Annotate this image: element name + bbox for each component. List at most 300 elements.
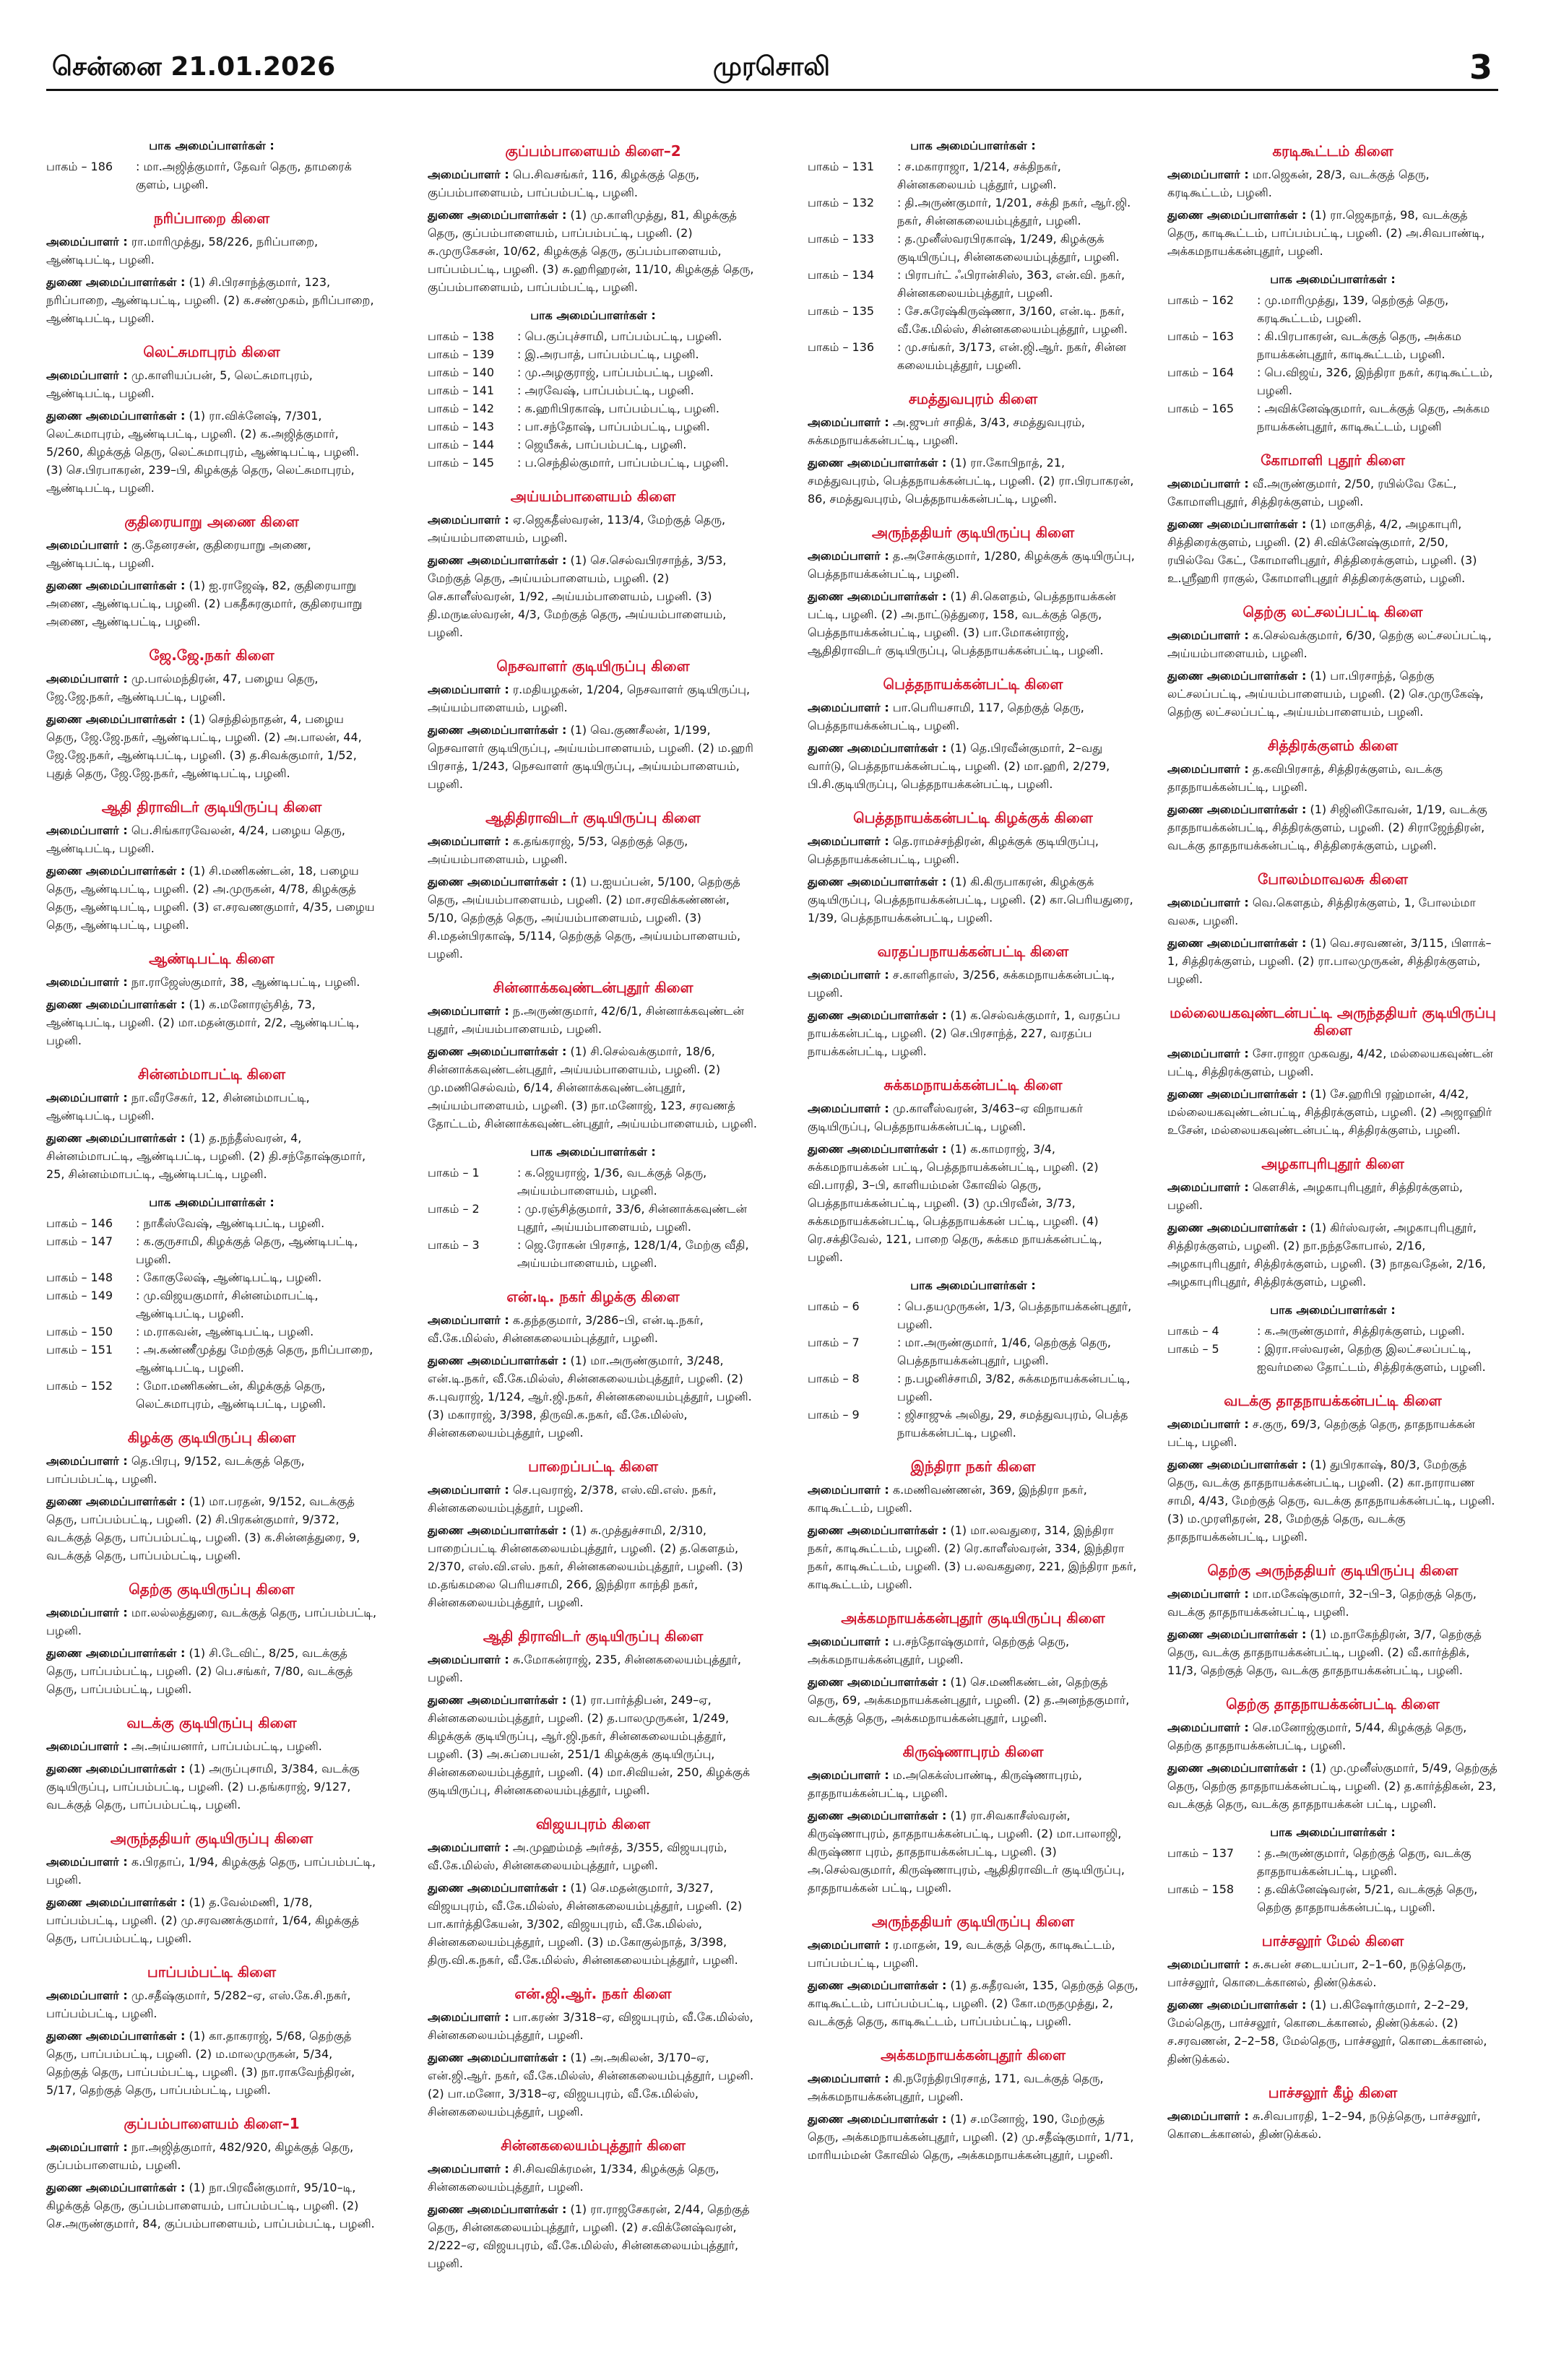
branch-section [428, 1458, 758, 1611]
branch-section [1167, 142, 1498, 436]
organiser-label: அமைப்பாளர் : [1167, 1180, 1249, 1194]
organiser-value: மு.சதீஷ்குமார், 5/282–ஏ, எஸ்.கே.சி.நகர், பாப்பம்பட்டி, பழனி. [46, 1989, 351, 2020]
booth-row [428, 436, 758, 454]
booth-organiser: : இரா.ஈஸ்வரன், தெற்கு இலட்சலப்பட்டி, ஐவர்மலை தோட்டம், சித்திரக்குளம், பழனி. [1257, 1342, 1486, 1374]
deputy-organisers-entry [428, 551, 758, 641]
booth-row [808, 266, 1138, 302]
branch-section [46, 1963, 377, 2099]
booth-organiser: : மா.அஜித்குமார், தேவர் தெரு, தாமரைக் குளம், பழனி. [136, 160, 352, 191]
deputy-organisers-entry [46, 576, 377, 631]
organiser-label: அமைப்பாளர் : [428, 834, 509, 848]
deputy-value: (1) க.மனோரஞ்சித், 73, ஆண்டிபட்டி, பழனி. (2) மா.மதன்குமார், 2/2, ஆண்டிபட்டி, பழனி. [46, 998, 360, 1047]
branch-section [1167, 1004, 1498, 1139]
organiser-entry [428, 511, 758, 547]
booth-number: பாகம் – 162 [1167, 293, 1235, 307]
deputy-value: (1) கிர்ஸ்வரன், அழகாபுரிபுதூர், சித்திரக்குளம், பழனி. (2) நா.நந்தகோபால், 2/16, அழகாபுரிபுதூர், சித்திரக்குளம், பழனி. (3) நாதவதேன், 2/16, அழகாபுரிபுதூர், சித்திரக்குளம், பழனி. [1167, 1221, 1486, 1289]
booth-row [1167, 1844, 1498, 1880]
organiser-entry [46, 973, 377, 991]
deputy-label: துணை அமைப்பாளர்கள் : [46, 1494, 186, 1508]
organiser-entry [1167, 475, 1498, 511]
booth-number: பாகம் – 133 [808, 232, 875, 246]
organiser-value: க.பிரதாப், 1/94, கிழக்குத் தெரு, பாப்பம்பட்டி, பழனி. [46, 1855, 376, 1887]
booth-number: பாகம் – 139 [428, 347, 495, 361]
branch-title: குப்பம்பாளையம் கிளை–1 [124, 2115, 300, 2132]
deputy-value: (1) கா.தாகராஜ், 5/68, தெற்குத் தெரு, பாப்பம்பட்டி, பழனி. (2) ம.மாலமுருகன், 5/34, தெற்குத் தெரு, பாப்பம்பட்டி, பழனி. (3) நா.ராகவேந்திரன், 5/17, தெற்குத் தெரு, பாப்பம்பட்டி, பழனி. [46, 2029, 355, 2097]
organiser-label: அமைப்பாளர் : [1167, 628, 1249, 642]
organiser-value: ச.குரு, 69/3, தெற்குத் தெரு, தாதநாயக்கன் பட்டி, பழனி. [1167, 1417, 1475, 1449]
organiser-value: பா.கரண் 3/318–ஏ, விஜயபுரம், வீ.கே.மில்ஸ், சின்னகலையம்புத்தூர், பழனி. [428, 2010, 753, 2042]
deputy-organisers-entry [1167, 934, 1498, 988]
deputy-value: (1) த.சுதீரவன், 135, தெற்குத் தெரு, காடிகூட்டம், பாப்பம்பட்டி, பழனி. (2) கோ.மருதமுத்து, 2, வடக்குத் தெரு, காடிகூட்டம், பாப்பம்பட்டி, பழனி. [808, 1978, 1138, 2028]
booth-row [428, 454, 758, 472]
organiser-entry [808, 1481, 1138, 1517]
deputy-value: (1) மு.காளிமுத்து, 81, கிழக்குத் தெரு, குப்பம்பாளையம், பாப்பம்பட்டி, பழனி. (2) சு.முருகேசன், 10/62, கிழக்குத் தெரு, குப்பம்பாளையம், பாப்பம்பட்டி, பழனி. (3) சு.ஹரிஹரன், 11/10, கிழக்குத் தெரு, குப்பம்பாளையம், பாப்பம்பட்டி, பழனி. [428, 208, 754, 294]
deputy-organisers-entry [808, 873, 1138, 927]
branch-section [46, 343, 377, 497]
branch-title: பாச்சலூர் கீழ் கிளை [1268, 2084, 1398, 2101]
branch-title: பாச்சலூர் மேல் கிளை [1261, 1932, 1404, 1950]
booth-row [46, 1286, 377, 1323]
booth-organiser: : சே.சுரேஷ்கிருஷ்ணா, 3/160, என்.டி. நகர், வீ.கே.மில்ஸ், சின்னகலையம்புத்தூர், பழனி. [897, 304, 1128, 336]
branch-section [1167, 870, 1498, 988]
deputy-organisers-entry [1167, 667, 1498, 721]
booth-row [808, 1406, 1138, 1442]
organiser-entry [428, 2160, 758, 2196]
booth-number: பாகம் – 140 [428, 365, 495, 379]
deputy-label: துணை அமைப்பாளர்கள் : [428, 2051, 567, 2064]
booth-number: பாகம் – 142 [428, 402, 495, 415]
booth-row [428, 345, 758, 363]
column-1 [46, 126, 377, 2366]
deputy-value: (1) ரா.விக்னேஷ், 7/301, லெட்சுமாபுரம், ஆண்டிபட்டி, பழனி. (2) க.அஜித்குமார், 5/260, கிழக்குத் தெரு, லெட்சுமாபுரம், ஆண்டிபட்டி, பழனி. (3) செ.பிரபாகரன், 239–பி, கிழக்குத் தெரு, லெட்சுமாபுரம், ஆண்டிபட்டி, பழனி. [46, 409, 360, 495]
organiser-entry [808, 698, 1138, 735]
organiser-label: அமைப்பாளர் : [428, 1313, 509, 1327]
organiser-label: அமைப்பாளர் : [428, 2162, 509, 2176]
branch-section [428, 979, 758, 1272]
branch-title: வடக்கு தாதநாயக்கன்பட்டி கிளை [1224, 1392, 1442, 1409]
organiser-entry [46, 1737, 377, 1755]
booth-number: பாகம் – 5 [1167, 1342, 1219, 1356]
branch-section [46, 950, 377, 1050]
booth-row [428, 1236, 758, 1272]
branch-section [46, 1830, 377, 1947]
booth-organiser: : ஜெ.ரோகன் பிரசாத், 128/1/4, மேற்கு வீதி, அய்யம்பாளையம், பழனி. [517, 1238, 749, 1270]
branch-section [46, 646, 377, 782]
organiser-value: தெ.ராமச்சந்திரன், கிழக்குக் குடியிருப்பு, பெத்தநாயக்கன்பட்டி, பழனி. [808, 834, 1099, 866]
header-rule [46, 89, 1498, 91]
booth-organiser: : க.ஜெயராஜ், 1/36, வடக்குத் தெரு, அய்யம்பாளையம், பழனி. [517, 1166, 707, 1198]
deputy-value: (1) க.காமராஜ், 3/4, சுக்கமநாயக்கன் பட்டி, பெத்தநாயக்கன்பட்டி, பழனி. (2) வி.பாரதி, 3–பி, காளியம்மன் கோவில் தெரு, பெத்தநாயக்கன்பட்டி, பழனி. (3) மு.பிரவீன், 3/73, சுக்கமநாயக்கன்பட்டி, பெத்தநாயக்கன் பட்டி, பழனி. (4) ரெ.சக்திவேல், 121, பாறை தெரு, சுக்கம நாயக்கன்பட்டி, பழனி. [808, 1142, 1102, 1264]
organiser-value: சு.சிவபாரதி, 1–2–94, நடுத்தெரு, பாச்சலூர், கொடைக்கானல், திண்டுக்கல். [1167, 2109, 1481, 2141]
organiser-value: ர.மாதன், 19, வடக்குத் தெரு, காடிகூட்டம், பாப்பம்பட்டி, பழனி. [808, 1938, 1115, 1970]
booth-organiser: : இ.அரபாத், பாப்பம்பட்டி, பழனி. [517, 347, 699, 361]
branch-title: என்.ஜி.ஆர். நகர் கிளை [514, 1985, 672, 2002]
deputy-label: துணை அமைப்பாளர்கள் : [808, 741, 947, 755]
deputy-value: (1) செந்தில்நாதன், 4, பழைய தெரு, ஜே.ஜே.நகர், ஆண்டிபட்டி, பழனி. (2) அ.பாலன், 44, ஜே.ஜே.நகர், ஆண்டிபட்டி, பழனி. (3) த.சிவக்குமார், 1/52, புதுத் தெரு, ஜே.ஜே.நகர், ஆண்டிபட்டி, பழனி. [46, 712, 362, 780]
organiser-value: அ.முஹம்மத் அர்சத், 3/355, விஜயபுரம், வீ.கே.மில்ஸ், சின்னகலையம்புத்தூர், பழனி. [428, 1840, 727, 1872]
deputy-organisers-entry [1167, 800, 1498, 854]
branch-title: போலம்மாவலசு கிளை [1258, 870, 1408, 888]
booth-organiser: : க.அருண்குமார், சித்திரக்குளம், பழனி. [1257, 1324, 1465, 1338]
organiser-value: பெ.சிவசங்கர், 116, கிழக்குத் தெரு, குப்பம்பாளையம், பாப்பம்பட்டி, பழனி. [428, 168, 700, 199]
booth-number: பாகம் – 144 [428, 438, 495, 451]
deputy-organisers-entry [46, 2178, 377, 2233]
deputy-value: (1) தெ.பிரவீன்குமார், 2–வது வார்டு, பெத்தநாயக்கன்பட்டி, பழனி. (2) மா.ஹரி, 2/279, பி.சி.குடியிருப்பு, பெத்தநாயக்கன்பட்டி, பழனி. [808, 741, 1110, 791]
organiser-label: அமைப்பாளர் : [46, 823, 128, 837]
deputy-value: (1) மா.அருண்குமார், 3/248, என்.டி.நகர், வீ.கே.மில்ஸ், சின்னகலையம்புத்தூர், பழனி. (2) சு.புவராஜ், 1/124, ஆர்.ஜி.நகர், சின்னகலையம்புத்தூர், பழனி. (3) மகாராஜ், 3/398, திருவி.க.நகர், வீ.கே.மில்ஸ், சின்னகலையம்புத்தூர், பழனி. [428, 1354, 752, 1440]
booth-organiser: : கோகுலேஷ், ஆண்டிபட்டி, பழனி. [136, 1271, 322, 1284]
organiser-value: த.கவிபிரசாத், சித்திரக்குளம், வடக்கு தாதநாயக்கன்பட்டி, பழனி. [1167, 762, 1443, 794]
deputy-value: (1) ஐ.ராஜேஷ், 82, குதிரையாறு அணை, ஆண்டிபட்டி, பழனி. (2) பகதீசுரகுமார், குதிரையாறு அணை, ஆண்டிபட்டி, பழனி. [46, 579, 363, 628]
deputy-value: (1) கி.கிருபாகரன், கிழக்குக் குடியிருப்பு, பெத்தநாயக்கன்பட்டி, பழனி. (2) கா.பெரியதுரை, 1/39, பெத்தநாயக்கன்பட்டி, பழனி. [808, 875, 1133, 925]
deputy-label: துணை அமைப்பாளர்கள் : [428, 2202, 567, 2216]
booth-number: பாகம் – 137 [1167, 1846, 1235, 1860]
branch-title: மல்லையகவுண்டன்பட்டி அருந்ததியர் குடியிருப்பு கிளை [1170, 1004, 1496, 1039]
organiser-value: சு.மோகன்ராஜ், 235, சின்னகலையம்புத்தூர், பழனி. [428, 1653, 741, 1684]
deputy-value: (1) அருப்புசாமி, 3/384, வடக்கு குடியிருப்பு, பாப்பம்பட்டி, பழனி. (2) ப.தங்கராஜ், 9/127, வடக்குத் தெரு, பாப்பம்பட்டி, பழனி. [46, 1762, 360, 1812]
booth-number: பாகம் – 150 [46, 1325, 113, 1338]
booth-row [46, 157, 377, 194]
organiser-value: வீ.அருண்குமார், 2/50, ரயில்வே கேட், கோமாளிபுதூர், சித்திரக்குளம், பழனி. [1167, 477, 1457, 509]
organiser-value: மு.பால்மந்திரன், 47, பழைய தெரு, ஜே.ஜே.நகர், ஆண்டிபட்டி, பழனி. [46, 672, 319, 704]
branch-title: வரதப்பநாயக்கன்பட்டி கிளை [877, 943, 1069, 960]
branch-title: குதிரையாறு அணை கிளை [124, 513, 299, 530]
branch-section [428, 809, 758, 963]
branch-section [808, 2046, 1138, 2164]
branch-section [1167, 737, 1498, 854]
deputy-label: துணை அமைப்பாளர்கள் : [428, 1354, 567, 1367]
deputy-organisers-entry [46, 1644, 377, 1698]
organiser-value: நா.வீரசேகர், 12, சின்னம்மாபட்டி, ஆண்டிபட்டி, பழனி. [46, 1091, 310, 1122]
booth-organiser: : மு.ரஞ்சித்குமார், 33/6, சின்னாக்கவுண்டன் புதூர், அய்யம்பாளையம், பழனி. [517, 1202, 748, 1234]
organiser-label: அமைப்பாளர் : [46, 1855, 128, 1869]
booth-organiser: : மு.சங்கர், 3/173, என்.ஜி.ஆர். நகர், சின்ன கலையம்புத்தூர், பழனி. [897, 340, 1127, 372]
organiser-entry [808, 966, 1138, 1002]
branch-section [46, 1429, 377, 1565]
booth-organiser: : த.முனீஸ்வரபிரகாஷ், 1/249, கிழக்குக் குடியிருப்பு, சின்னகலையம்புத்தூர், பழனி. [897, 232, 1120, 264]
deputy-value: (1) வெ.குணசீலன், 1/199, நெசவாளர் குடியிருப்பு, அய்யம்பாளையம், பழனி. (2) ம.ஹரி பிரசாத், 1/243, நெசவாளர் குடியிருப்பு, அய்யம்பாளையம், பழனி. [428, 723, 753, 791]
deputy-organisers-entry [428, 1042, 758, 1133]
deputy-value: (1) ம.நாகேந்திரன், 3/7, தெற்குத் தெரு, வடக்கு தாதநாயக்கன்பட்டி, பழனி. (2) வீ.கார்த்திக், 11/3, தெற்குத் தெரு, வடக்கு தாதநாயக்கன்பட்டி, பழனி. [1167, 1627, 1482, 1677]
booth-row [46, 1341, 377, 1377]
booth-organiser: : ச.மகாராஜா, 1/214, சக்திநகர், சின்னகலையம் புத்தூர், பழனி. [897, 160, 1061, 191]
branch-section [428, 1985, 758, 2121]
deputy-organisers-entry [428, 206, 758, 296]
organiser-entry [46, 1089, 377, 1125]
deputy-label: துணை அமைப்பாளர்கள் : [46, 1131, 186, 1145]
deputy-label: துணை அமைப்பாளர்கள் : [808, 1008, 947, 1022]
booth-organiser: : ந.பழனிச்சாமி, 3/82, சுக்கமநாயக்கன்பட்டி, பழனி. [897, 1372, 1131, 1403]
organiser-value: க.தங்கராஜ், 5/53, தெற்குத் தெரு, அய்யம்பாளையம், பழனி. [428, 834, 688, 866]
branch-section [808, 1076, 1138, 1442]
deputy-label: துணை அமைப்பாளர்கள் : [808, 1675, 947, 1689]
deputy-label: துணை அமைப்பாளர்கள் : [808, 1523, 947, 1537]
branch-title: பாப்பம்பட்டி கிளை [147, 1963, 277, 1981]
deputy-organisers-entry [428, 1521, 758, 1611]
deputy-value: (1) சு.முத்துச்சாமி, 2/310, பாறைப்பட்டி சின்னகலையம்புத்தூர், பழனி. (2) த.கௌதம், 2/370, எஸ்.வி.எஸ். நகர், சின்னகலையம்புத்தூர், பழனி. (3) ம.தங்கமலை பெரியசாமி, 266, இந்திரா காந்தி நகர், சின்னகலையம்புத்தூர், பழனி. [428, 1523, 743, 1609]
branch-section [46, 1065, 377, 1413]
deputy-value: (1) சி.செல்வக்குமார், 18/6, சின்னாக்கவுண்டன்புதூர், அய்யம்பாளையம், பழனி. (2) மு.மணிசெல்வம், 6/14, சின்னாக்கவுண்டன்புதூர், அய்யம்பாளையம், பழனி. (3) நா.மனோஜ், 123, சரவணத் தோட்டம், சின்னாக்கவுண்டன்புதூர், அய்யம்பாளையம், பழனி. [428, 1044, 757, 1130]
organiser-label: அமைப்பாளர் : [808, 1102, 889, 1115]
deputy-value: (1) ரா.கோபிநாத், 21, சமத்துவபுரம், பெத்தநாயக்கன்பட்டி, பழனி. (2) ரா.பிரபாகரன், 86, சமத்துவபுரம், பெத்தநாயக்கன்பட்டி, பழனி. [808, 456, 1134, 506]
deputy-label: துணை அமைப்பாளர்கள் : [808, 589, 947, 603]
booth-row [1167, 327, 1498, 363]
deputy-organisers-entry [1167, 1996, 1498, 2068]
organiser-label: அமைப்பாளர் : [428, 683, 509, 696]
booth-number: பாகம் – 145 [428, 456, 495, 469]
organiser-entry [46, 670, 377, 706]
booth-number: பாகம் – 151 [46, 1343, 113, 1356]
organiser-label: அமைப்பாளர் : [46, 672, 128, 685]
deputy-label: துணை அமைப்பாளர்கள் : [46, 409, 186, 423]
organiser-label: அமைப்பாளர் : [1167, 1587, 1249, 1601]
branch-title: தெற்கு லட்சலப்பட்டி கிளை [1242, 603, 1423, 620]
organiser-value: அ.ஜுபர் சாதிக், 3/43, சமத்துவபுரம், சுக்கமநாயக்கன்பட்டி, பழனி. [808, 415, 1086, 447]
organiser-label: அமைப்பாளர் : [1167, 762, 1249, 776]
deputy-label: துணை அமைப்பாளர்கள் : [46, 1762, 186, 1775]
booth-row [808, 230, 1138, 266]
organiser-label: அமைப்பாளர் : [428, 513, 509, 527]
branch-section [428, 488, 758, 641]
deputy-organisers-entry [46, 1492, 377, 1565]
organiser-value: ர.மதியழகன், 1/204, நெசவாளர் குடியிருப்பு, அய்யம்பாளையம், பழனி. [428, 683, 751, 714]
deputy-value: (1) செ.மணிகண்டன், தெற்குத் தெரு, 69, அக்கமநாயக்கன்புதூர், பழனி. (2) த.அனந்தகுமார், வடக்குத் தெரு, அக்கமநாயக்கன்புதூர், பழனி. [808, 1675, 1130, 1725]
booth-organiser: : க.குருசாமி, கிழக்குத் தெரு, ஆண்டிபட்டி, பழனி. [136, 1234, 358, 1266]
booth-number: பாகம் – 2 [428, 1202, 480, 1216]
organiser-label: அமைப்பாளர் : [428, 1653, 509, 1666]
organiser-value: ந.அருண்குமார், 42/6/1, சின்னாக்கவுண்டன் புதூர், அய்யம்பாளையம், பழனி. [428, 1004, 745, 1036]
branch-section [1167, 1155, 1498, 1376]
organiser-value: பா.பெரியசாமி, 117, தெற்குத் தெரு, பெத்தநாயக்கன்பட்டி, பழனி. [808, 701, 1084, 732]
booth-row [428, 417, 758, 436]
booth-organiser: : அரவேஷ், பாப்பம்பட்டி, பழனி. [517, 384, 694, 397]
organiser-label: அமைப்பாளர் : [1167, 1417, 1249, 1431]
organiser-entry [46, 1853, 377, 1889]
organiser-value: மா.லல்லத்துரை, வடக்குத் தெரு, பாப்பம்பட்டி, பழனி. [46, 1606, 377, 1637]
deputy-label: துணை அமைப்பாளர்கள் : [428, 1523, 567, 1537]
deputy-value: (1) சிஜினிகோவன், 1/19, வடக்கு தாதநாயக்கன்பட்டி, சித்திரக்குளம், பழனி. (2) சிராஜேந்திரன், வடக்கு தாதநாயக்கன்பட்டி, சித்திரைக்குளம், பழனி. [1167, 802, 1487, 852]
branch-title: என்.டி. நகர் கிழக்கு கிளை [506, 1288, 680, 1305]
organiser-entry [1167, 1585, 1498, 1621]
branch-title: ஆதி திராவிடர் குடியிருப்பு கிளை [483, 1627, 704, 1645]
organiser-label: அமைப்பாளர் : [46, 368, 128, 382]
newspaper-name: முரசொலி [713, 52, 830, 82]
branch-title: ஆதிதிராவிடர் குடியிருப்பு கிளை [485, 809, 701, 826]
booth-row [1167, 399, 1498, 436]
deputy-label: துணை அமைப்பாளர்கள் : [46, 1895, 186, 1909]
organiser-label: அமைப்பாளர் : [808, 549, 889, 563]
booth-organiser: : பா.சந்தோஷ், பாப்பம்பட்டி, பழனி. [517, 420, 710, 433]
organiser-entry [1167, 165, 1498, 202]
deputy-value: (1) சே.ஹரிபி ரஹ்மான், 4/42, மல்லையகவுண்டன்பட்டி, சித்திரக்குளம், பழனி. (2) அஜாஹிர் உசேன், மல்லையகவுண்டன்பட்டி, சித்திரக்குளம், பழனி. [1167, 1087, 1492, 1137]
deputy-organisers-entry [428, 873, 758, 963]
branch-section [46, 209, 377, 327]
organiser-entry [46, 233, 377, 269]
deputy-value: (1) சி.டேவிட், 8/25, வடக்குத் தெரு, பாப்பம்பட்டி, பழனி. (2) பெ.சங்கர், 7/80, வடக்குத் தெரு, பாப்பம்பட்டி, பழனி. [46, 1646, 353, 1696]
branch-section [808, 524, 1138, 659]
booth-organiser: : மு.விஜயகுமார், சின்னம்மாபட்டி, ஆண்டிபட்டி, பழனி. [136, 1289, 319, 1320]
organiser-value: ஏ.ஜெகதீஸ்வரன், 113/4, மேற்குத் தெரு, அய்யம்பாளையம், பழனி. [428, 513, 726, 545]
booth-number: பாகம் – 131 [808, 160, 875, 173]
deputy-label: துணை அமைப்பாளர்கள் : [1167, 208, 1307, 222]
branch-title: தெற்கு குடியிருப்பு கிளை [129, 1580, 295, 1598]
branch-title: சுக்கமநாயக்கன்பட்டி கிளை [883, 1076, 1063, 1094]
branch-section [1167, 603, 1498, 721]
branch-section [808, 137, 1138, 374]
booth-organiser: : ம.ராகவன், ஆண்டிபட்டி, பழனி. [136, 1325, 314, 1338]
branch-section [428, 2137, 758, 2272]
branch-section [808, 809, 1138, 927]
booth-organiser: : பெ.விஜய், 326, இந்திரா நகர், கரடிகூட்டம், பழனி. [1257, 365, 1493, 397]
organiser-value: தெ.பிரபு, 9/152, வடக்குத் தெரு, பாப்பம்பட்டி, பழனி. [46, 1454, 305, 1486]
organiser-label: அமைப்பாளர் : [46, 1739, 128, 1753]
deputy-organisers-entry [428, 1691, 758, 1799]
booth-organisers-heading: பாக அமைப்பாளர்கள் : [149, 1195, 275, 1209]
column-4 [1167, 126, 1498, 2366]
booth-number: பாகம் – 134 [808, 268, 875, 282]
organiser-entry [808, 1099, 1138, 1135]
booth-row [46, 1232, 377, 1268]
deputy-label: துணை அமைப்பாளர்கள் : [808, 875, 947, 888]
booth-number: பாகம் – 6 [808, 1299, 860, 1313]
booth-row [428, 399, 758, 417]
deputy-label: துணை அமைப்பாளர்கள் : [1167, 1221, 1307, 1234]
deputy-value: (1) த.நந்தீஸ்வரன், 4, சின்னம்மாபட்டி, ஆண்டிபட்டி, பழனி. (2) தி.சந்தோஷ்குமார், 25, சின்னம்மாபட்டி, ஆண்டிபட்டி, பழனி. [46, 1131, 366, 1181]
branch-title: ஆண்டிபட்டி கிளை [149, 950, 275, 967]
organiser-value: கு.தேனரசன், குதிரையாறு அணை, ஆண்டிபட்டி, பழனி. [46, 538, 311, 570]
booth-number: பாகம் – 1 [428, 1166, 480, 1180]
branch-section [1167, 1392, 1498, 1546]
deputy-label: துணை அமைப்பாளர்கள் : [808, 2112, 947, 2126]
deputy-label: துணை அமைப்பாளர்கள் : [46, 998, 186, 1011]
edition-date: சென்னை 21.01.2026 [52, 52, 336, 82]
booth-organiser: : பெ.தயமுருகன், 1/3, பெத்தநாயக்கன்புதூர், பழனி. [897, 1299, 1132, 1331]
organiser-value: மு.காளியப்பன், 5, லெட்சுமாபுரம், ஆண்டிபட்டி, பழனி. [46, 368, 313, 400]
deputy-label: துணை அமைப்பாளர்கள் : [1167, 1998, 1307, 2012]
booth-number: பாகம் – 148 [46, 1271, 113, 1284]
booth-organisers-heading: பாக அமைப்பாளர்கள் : [530, 1145, 656, 1159]
branch-title: இந்திரா நகர் கிளை [910, 1458, 1036, 1475]
branch-title: அழகாபுரிபுதூர் கிளை [1261, 1155, 1404, 1172]
booth-organiser: : அவிக்னேஷ்குமார், வடக்குத் தெரு, அக்கம நாயக்கன்புதூர், காடிகூட்டம், பழனி [1257, 402, 1490, 433]
booth-organiser: : ஜெயீசுக், பாப்பம்பட்டி, பழனி. [517, 438, 687, 451]
booth-organiser: : ஜிசாஜுக் அலிது, 29, சமத்துவபுரம், பெத்த நாயக்கன்பட்டி, பழனி. [897, 1408, 1128, 1440]
deputy-organisers-entry [428, 1879, 758, 1969]
organiser-label: அமைப்பாளர் : [428, 1004, 509, 1018]
branch-title: ஜே.ஜே.நகர் கிளை [149, 646, 275, 664]
branch-title: தெற்கு தாதநாயக்கன்பட்டி கிளை [1226, 1695, 1440, 1713]
booth-number: பாகம் – 4 [1167, 1324, 1219, 1338]
branch-title: அக்கமநாயக்கன்புதூர் கிளை [880, 2046, 1066, 2064]
organiser-value: சோ.ராஜா முகவது, 4/42, மல்லையகவுண்டன் பட்டி, சித்திரக்குளம், பழனி. [1167, 1047, 1493, 1078]
branch-section [808, 1743, 1138, 1897]
deputy-label: துணை அமைப்பாளர்கள் : [46, 2029, 186, 2043]
deputy-label: துணை அமைப்பாளர்கள் : [428, 1044, 567, 1058]
booth-organisers-heading: பாக அமைப்பாளர்கள் : [1270, 1303, 1396, 1317]
branch-title: கிருஷ்ணாபுரம் கிளை [902, 1743, 1044, 1760]
branch-title: பெத்தநாயக்கன்பட்டி கிளை [883, 675, 1063, 693]
branch-title: அருந்ததியர் குடியிருப்பு கிளை [871, 1913, 1075, 1930]
organiser-label: அமைப்பாளர் : [1167, 477, 1249, 490]
deputy-label: துணை அமைப்பாளர்கள் : [46, 275, 186, 289]
organiser-entry [428, 2008, 758, 2044]
organiser-value: ப.சந்தோஷ்குமார், தெற்குத் தெரு, அக்கமநாயக்கன்புதூர், பழனி. [808, 1635, 1070, 1666]
organiser-value: சு.சுபன் சடையப்பா, 2–1–60, நடுத்தெரு, பாச்சலூர், கொடைக்கானல், திண்டுக்கல். [1167, 1957, 1466, 1989]
deputy-organisers-entry [46, 1893, 377, 1947]
branch-section [428, 1815, 758, 1969]
deputy-value: (1) ரா.ஜெகநாத், 98, வடக்குத் தெரு, காடிகூட்டம், பாப்பம்பட்டி, பழனி. (2) அ.சிவபாண்டி, அக்கமநாயக்கன்புதூர், பழனி. [1167, 208, 1485, 258]
organiser-label: அமைப்பாளர் : [808, 2072, 889, 2085]
organiser-label: அமைப்பாளர் : [808, 1768, 889, 1782]
deputy-value: (1) வெ.சரவணன், 3/115, பிளாக்–1, சித்திரக்குளம், பழனி. (2) ரா.பாலமுருகன், சித்திரக்குளம், பழனி. [1167, 936, 1492, 986]
organiser-label: அமைப்பாளர் : [428, 1483, 509, 1497]
branch-section [808, 390, 1138, 508]
branch-section [46, 1714, 377, 1814]
organiser-label: அமைப்பாளர் : [46, 975, 128, 989]
deputy-label: துணை அமைப்பாளர்கள் : [428, 553, 567, 567]
branch-section [46, 798, 377, 934]
organiser-label: அமைப்பாளர் : [46, 1989, 128, 2002]
organiser-value: வெ.கௌதம், சித்திரக்குளம், 1, போலம்மா வலசு, பழனி. [1167, 896, 1476, 927]
organiser-label: அமைப்பாளர் : [808, 1635, 889, 1648]
organiser-value: கௌசிக், அழகாபுரிபுதூர், சித்திரக்குளம், பழனி. [1167, 1180, 1463, 1212]
organiser-label: அமைப்பாளர் : [1167, 1721, 1249, 1734]
booth-organisers-heading: பாக அமைப்பாளர்கள் : [1270, 1825, 1396, 1839]
organiser-label: அமைப்பாளர் : [1167, 1957, 1249, 1971]
booth-row [1167, 1880, 1498, 1916]
branch-section [46, 137, 377, 194]
organiser-entry [1167, 1415, 1498, 1451]
organiser-entry [428, 832, 758, 868]
deputy-value: (1) நா.பிரவீன்குமார், 95/10–டி, கிழக்குத் தெரு, குப்பம்பாளையம், பாப்பம்பட்டி, பழனி. (2) செ.அருண்குமார், 84, குப்பம்பாளையம், பாப்பம்பட்டி, பழனி. [46, 2181, 375, 2230]
deputy-label: துணை அமைப்பாளர்கள் : [1167, 1761, 1307, 1775]
deputy-label: துணை அமைப்பாளர்கள் : [808, 1809, 947, 1822]
organiser-entry [1167, 1178, 1498, 1214]
deputy-organisers-entry [808, 587, 1138, 659]
deputy-label: துணை அமைப்பாளர்கள் : [46, 2181, 186, 2194]
deputy-organisers-entry [808, 1806, 1138, 1897]
organiser-entry [428, 680, 758, 717]
deputy-value: (1) மா.லவதுரை, 314, இந்திரா நகர், காடிகூட்டம், பழனி. (2) ரெ.காளீஸ்வரன், 334, இந்திரா நகர், காடிகூட்டம், பழனி. (3) ப.லவகதுரை, 221, இந்திரா நகர், காடிகூட்டம், பழனி. [808, 1523, 1137, 1591]
column-3 [808, 126, 1138, 2366]
organiser-entry [428, 1311, 758, 1347]
deputy-organisers-entry [1167, 515, 1498, 587]
booth-organiser: : பிராபர்ட் ஃபிரான்சிஸ், 363, என்.வி. நகர், சின்னகலையம்புத்தூர், பழனி. [897, 268, 1125, 300]
deputy-organisers-entry [46, 1129, 377, 1183]
branch-title: சமத்துவபுரம் கிளை [908, 390, 1038, 407]
booth-number: பாகம் – 135 [808, 304, 875, 318]
deputy-organisers-entry [46, 995, 377, 1050]
booth-organisers-heading: பாக அமைப்பாளர்கள் : [1270, 272, 1396, 286]
branch-title: குப்பம்பாளையம் கிளை–2 [505, 142, 681, 160]
booth-number: பாகம் – 9 [808, 1408, 860, 1421]
organiser-label: அமைப்பாளர் : [808, 834, 889, 848]
deputy-organisers-entry [46, 1760, 377, 1814]
organiser-label: அமைப்பாளர் : [808, 968, 889, 982]
organiser-entry [46, 821, 377, 857]
deputy-organisers-entry [428, 721, 758, 793]
branch-section [1167, 1932, 1498, 2068]
booth-organiser: : மு.மாரிமுத்து, 139, தெற்குத் தெரு, கரடிகூட்டம், பழனி. [1257, 293, 1449, 325]
branch-title: பாறைப்பட்டி கிளை [528, 1458, 658, 1475]
booth-number: பாகம் – 158 [1167, 1882, 1235, 1896]
deputy-organisers-entry [46, 273, 377, 327]
deputy-label: துணை அமைப்பாளர்கள் : [808, 456, 947, 469]
organiser-entry [1167, 1718, 1498, 1754]
organiser-entry [1167, 626, 1498, 662]
organiser-value: சி.சிவவிக்ரமன், 1/334, கிழக்குத் தெரு, சின்னகலையம்புத்தூர், பழனி. [428, 2162, 719, 2194]
booth-row [428, 1164, 758, 1200]
